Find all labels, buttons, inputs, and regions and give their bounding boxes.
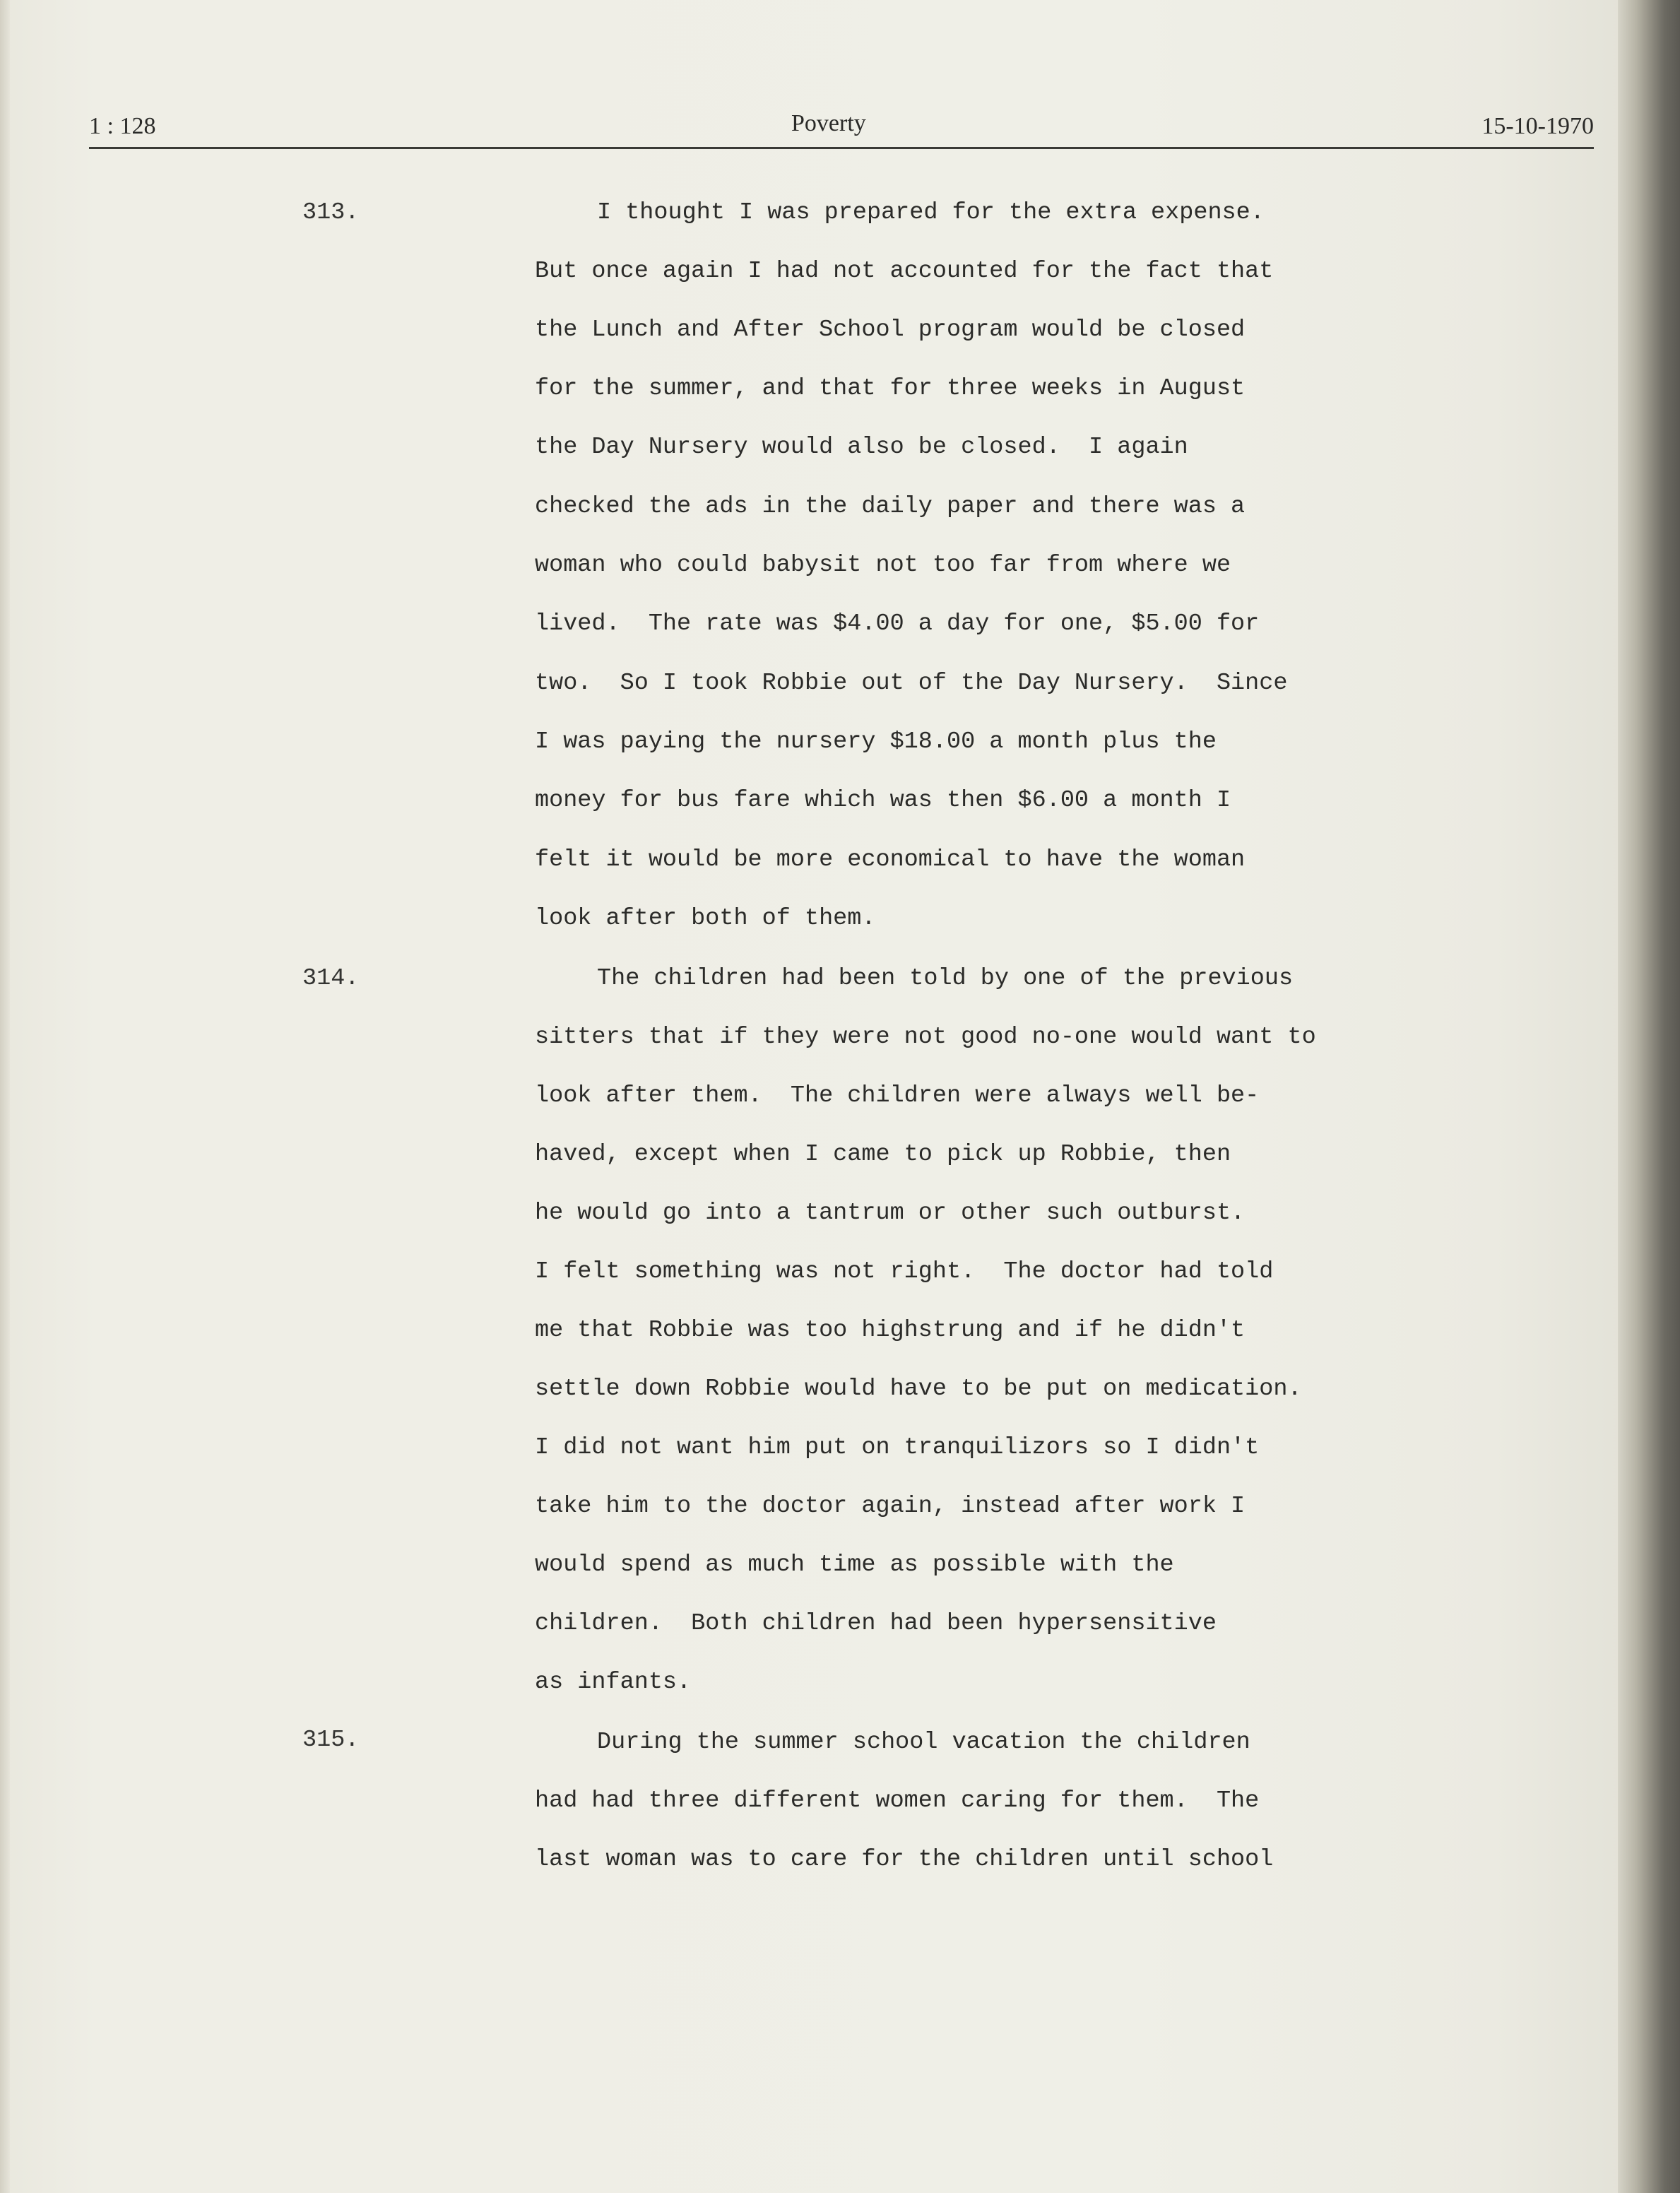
header-date: 15-10-1970 — [1481, 113, 1594, 139]
text-line: But once again I had not accounted for the fact that — [535, 258, 1274, 285]
text-line: I thought I was prepared for the extra expense. — [597, 199, 1265, 226]
paragraph-number: 315. — [302, 1727, 360, 1754]
text-line: haved, except when I came to pick up Robbie, then — [535, 1141, 1231, 1168]
text-line: felt it would be more economical to have the woman — [535, 846, 1246, 873]
text-line: look after them. The children were always well be- — [535, 1082, 1260, 1109]
page-header — [89, 107, 1594, 150]
page-left-edge — [0, 0, 10, 2193]
text-line: two. So I took Robbie out of the Day Nursery. Since — [535, 670, 1288, 697]
page-reference: 1 : 128 — [89, 113, 156, 139]
text-line: for the summer, and that for three weeks in August — [535, 375, 1246, 402]
text-line: the Lunch and After School program would be closed — [535, 317, 1246, 343]
text-line: me that Robbie was too highstrung and if he didn't — [535, 1317, 1246, 1344]
text-line: sitters that if they were not good no-one would want to — [535, 1024, 1316, 1051]
text-line: would spend as much time as possible with the — [535, 1551, 1174, 1578]
text-line: as infants. — [535, 1669, 692, 1696]
header-rule — [89, 147, 1594, 149]
text-line: woman who could babysit not too far from where we — [535, 552, 1231, 579]
text-line: take him to the doctor again, instead after work I — [535, 1493, 1246, 1520]
text-line: children. Both children had been hypersensitive — [535, 1610, 1217, 1637]
text-line: checked the ads in the daily paper and there was a — [535, 493, 1246, 520]
book-spine-shadow — [1618, 0, 1680, 2193]
text-line: the Day Nursery would also be closed. I again — [535, 434, 1188, 461]
text-line: I was paying the nursery $18.00 a month plus the — [535, 728, 1217, 755]
paragraph-number: 313. — [302, 199, 360, 226]
text-line: I felt something was not right. The doctor had told — [535, 1258, 1274, 1285]
text-line: I did not want him put on tranquilizors so I didn't — [535, 1434, 1260, 1461]
running-title: Poverty — [791, 110, 866, 136]
text-line: look after both of them. — [535, 905, 876, 932]
paragraph-number: 314. — [302, 965, 360, 992]
text-line: lived. The rate was $4.00 a day for one, $5.00 for — [535, 610, 1260, 637]
text-line: money for bus fare which was then $6.00 a month I — [535, 787, 1231, 814]
text-line: The children had been told by one of the previous — [597, 965, 1294, 992]
text-line: he would go into a tantrum or other such outburst. — [535, 1200, 1246, 1226]
text-line: settle down Robbie would have to be put on medication. — [535, 1376, 1302, 1402]
text-line: last woman was to care for the children until school — [535, 1846, 1274, 1873]
text-line: had had three different women caring for them. The — [535, 1787, 1260, 1814]
text-line: During the summer school vacation the children — [597, 1729, 1250, 1756]
